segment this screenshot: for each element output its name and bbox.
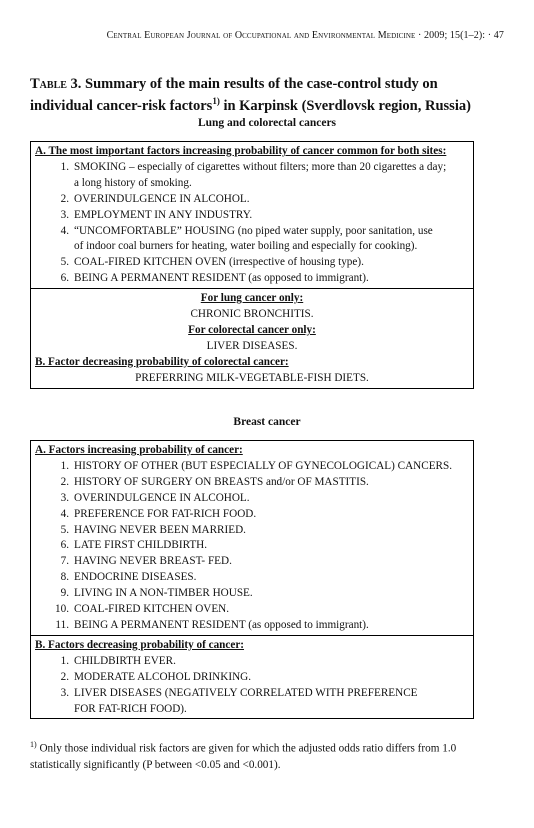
list-item-continuation: a long history of smoking. [74, 176, 192, 189]
list-item-line: LIVER DISEASES (NEGATIVELY CORRELATED WITH PREFERENCE [74, 686, 418, 699]
list-item-line: EMPLOYMENT IN ANY INDUSTRY. [74, 208, 253, 221]
list-item-text [74, 686, 469, 718]
lung-colorectal-table [30, 141, 474, 389]
list-item-line: “UNCOMFORTABLE” HOUSING (no piped water supply, poor sanitation, use [74, 224, 433, 237]
list-item-number: 11. [55, 618, 69, 631]
breast-section-b-list [35, 654, 469, 718]
list-item-text [74, 618, 469, 634]
breast-section-b-heading: B. Factors decreasing probability of cancer: [35, 638, 245, 651]
list-item-number: 5. [60, 523, 69, 536]
colorectal-only-heading: For colorectal cancer only: [188, 323, 316, 336]
list-item-text [74, 586, 469, 602]
list-item-line: COAL-FIRED KITCHEN OVEN. [74, 603, 230, 616]
section-a-heading: A. The most important factors increasing probability of cancer common for both sites: [35, 145, 447, 157]
list-item [35, 208, 469, 224]
table-title-text-end: in Karpinsk (Sverdlovsk region, Russia) [223, 97, 471, 114]
list-item-number: 3. [60, 686, 69, 699]
list-item-text [74, 271, 469, 287]
lung-colorectal-heading: Lung and colorectal cancers [197, 117, 337, 129]
list-item [35, 586, 469, 602]
list-item-number: 7. [60, 555, 69, 568]
lung-colorectal-section-specific [31, 288, 473, 387]
list-item-line: SMOKING – especially of cigarettes without filters; more than 20 cigarettes a day; [74, 160, 447, 173]
list-item-number: 6. [60, 539, 69, 552]
section-b-heading: B. Factor decreasing probability of colorectal cancer: [35, 355, 289, 368]
list-item-text [74, 224, 469, 256]
footnote-text: Only those individual risk factors are given for which the adjusted odds ratio differs from 1.0 statistically significantly (P between <0.05 and <0.001). [30, 742, 457, 771]
list-item-number: 2. [60, 475, 69, 488]
list-item [35, 570, 469, 586]
list-item [35, 271, 469, 287]
list-item-number: 10. [55, 603, 69, 616]
list-item [35, 491, 469, 507]
list-item-text [74, 475, 469, 491]
list-item-number: 3. [60, 491, 69, 504]
breast-section-a [31, 441, 473, 635]
list-item [35, 523, 469, 539]
list-item-text [74, 670, 469, 686]
list-item-number: 8. [60, 571, 69, 584]
list-item-number: 1. [60, 160, 69, 173]
breast-section-b [31, 635, 473, 719]
breast-cancer-table [30, 440, 474, 719]
list-item [35, 192, 469, 208]
list-item-line: HAVING NEVER BREAST- FED. [74, 555, 232, 568]
list-item-number: 5. [60, 256, 69, 269]
list-item-line: OVERINDULGENCE IN ALCOHOL. [74, 491, 250, 504]
list-item [35, 686, 469, 718]
list-item [35, 255, 469, 271]
journal-header: Central European Journal of Occupational and Environmental Medicine · 2009; 15(1–2): · 47 [106, 30, 504, 41]
list-item [35, 224, 469, 256]
lung-only-item: CHRONIC BRONCHITIS. [190, 308, 314, 321]
list-item-line: MODERATE ALCOHOL DRINKING. [74, 670, 252, 683]
list-item-number: 4. [60, 507, 69, 520]
list-item-line: OVERINDULGENCE IN ALCOHOL. [74, 192, 250, 205]
list-item-number: 1. [60, 654, 69, 667]
list-item-number: 2. [60, 192, 69, 205]
table-title [30, 76, 504, 115]
list-item [35, 475, 469, 491]
list-item [35, 507, 469, 523]
breast-section-a-list [35, 459, 469, 634]
list-item-text [74, 192, 469, 208]
list-item-text [74, 570, 469, 586]
list-item [35, 538, 469, 554]
list-item-line: LIVING IN A NON-TIMBER HOUSE. [74, 587, 253, 600]
list-item-text [74, 602, 469, 618]
list-item [35, 459, 469, 475]
list-item-text [74, 160, 469, 192]
list-item-text [74, 255, 469, 271]
list-item-text [74, 554, 469, 570]
list-item-line: COAL-FIRED KITCHEN OVEN (irrespective of housing type). [74, 256, 364, 269]
table-label: Table 3. [30, 76, 82, 92]
list-item-continuation: of indoor coal burners for heating, water boiling and especially for cooking). [74, 240, 418, 253]
list-item [35, 654, 469, 670]
list-item-line: PREFERENCE FOR FAT-RICH FOOD. [74, 507, 257, 520]
footnote-marker: 1) [30, 740, 37, 749]
list-item-line: LATE FIRST CHILDBIRTH. [74, 539, 208, 552]
footnote [30, 737, 504, 773]
list-item-text [74, 654, 469, 670]
title-footnote-marker: 1) [212, 96, 220, 106]
list-item-line: CHILDBIRTH EVER. [74, 654, 176, 667]
section-a-list [35, 160, 469, 287]
list-item-text [74, 523, 469, 539]
list-item-number: 9. [60, 587, 69, 600]
list-item-text [74, 507, 469, 523]
colorectal-only-item: LIVER DISEASES. [206, 339, 298, 352]
breast-cancer-heading: Breast cancer [233, 416, 301, 428]
list-item-number: 4. [60, 224, 69, 237]
list-item-text [74, 459, 469, 475]
table-title-text: Summary of the main results of the case-control study on individual cancer-risk factors [30, 76, 438, 114]
list-item-line: BEING A PERMANENT RESIDENT (as opposed to immigrant). [74, 618, 369, 631]
list-item [35, 554, 469, 570]
list-item [35, 160, 469, 192]
list-item-continuation: FOR FAT-RICH FOOD). [74, 702, 187, 715]
list-item-line: ENDOCRINE DISEASES. [74, 571, 197, 584]
list-item [35, 602, 469, 618]
breast-section-a-heading: A. Factors increasing probability of cancer: [35, 444, 243, 456]
list-item-text [74, 208, 469, 224]
list-item-number: 3. [60, 208, 69, 221]
list-item [35, 618, 469, 634]
list-item-number: 2. [60, 670, 69, 683]
list-item-line: HISTORY OF SURGERY ON BREASTS and/or OF MASTITIS. [74, 475, 369, 488]
list-item [35, 670, 469, 686]
section-b-item: PREFERRING MILK-VEGETABLE-FISH DIETS. [135, 371, 369, 384]
list-item-text [74, 491, 469, 507]
lung-only-heading: For lung cancer only: [200, 292, 304, 305]
list-item-line: HAVING NEVER BEEN MARRIED. [74, 523, 246, 536]
list-item-text [74, 538, 469, 554]
list-item-line: BEING A PERMANENT RESIDENT (as opposed to immigrant). [74, 272, 369, 285]
lung-colorectal-section-a [31, 142, 473, 288]
list-item-number: 1. [60, 459, 69, 472]
list-item-line: HISTORY OF OTHER (BUT ESPECIALLY OF GYNECOLOGICAL) CANCERS. [74, 459, 453, 472]
list-item-number: 6. [60, 272, 69, 285]
